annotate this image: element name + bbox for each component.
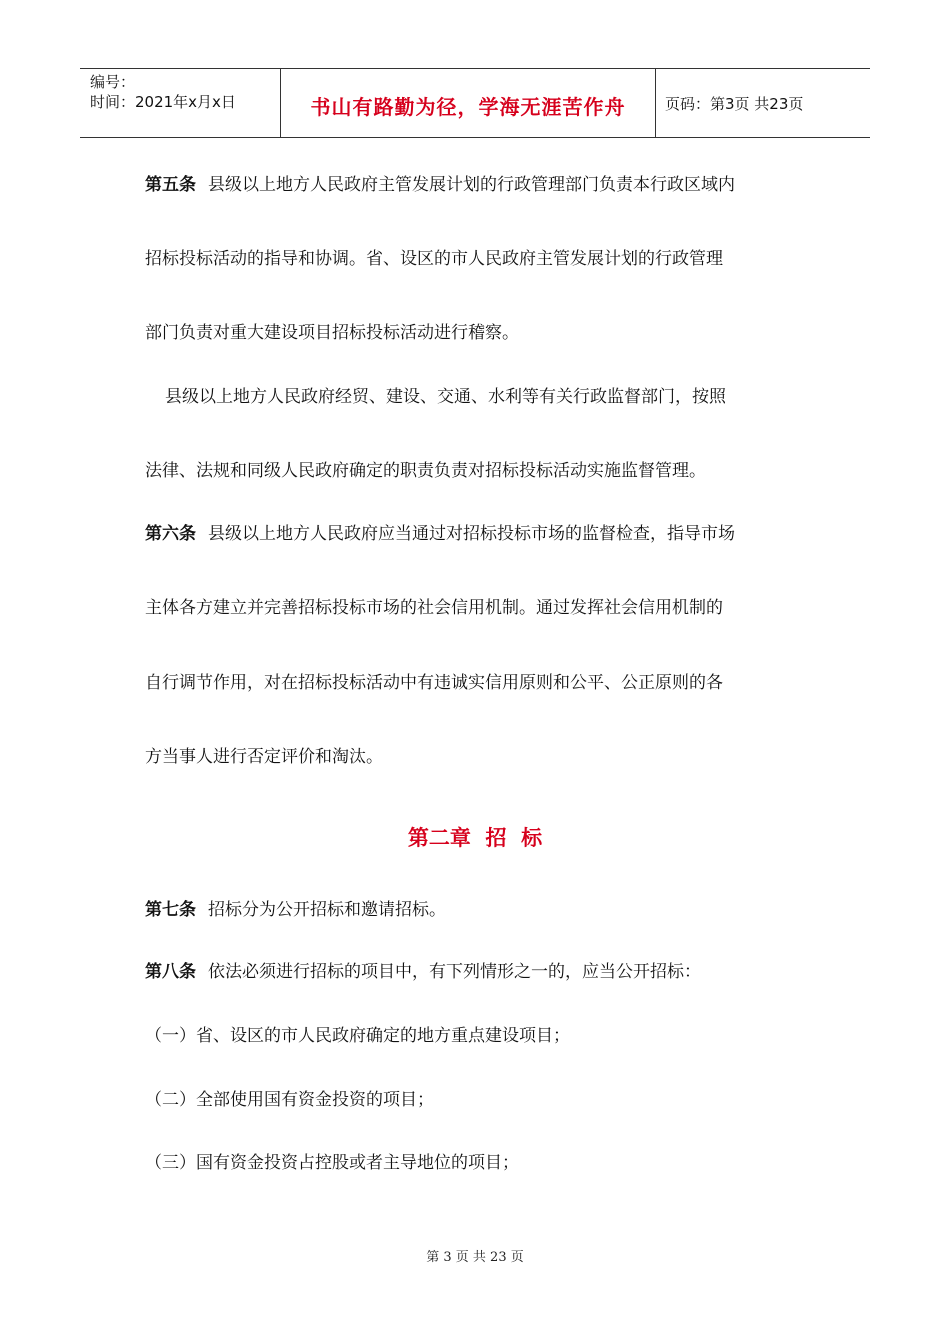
document-number-label: 编号： — [90, 73, 136, 91]
paragraph-text: 主体各方建立并完善招标投标市场的社会信用机制。通过发挥社会信用机制的 — [145, 598, 723, 618]
chapter-title: 第二章 招 标 — [407, 826, 543, 850]
paragraph-text: 招标投标活动的指导和协调。省、设区的市人民政府主管发展计划的行政管理 — [145, 249, 723, 269]
article-6-line-4 — [145, 747, 383, 767]
list-item — [145, 1090, 434, 1110]
paragraph-text: 部门负责对重大建设项目招标投标活动进行稽察。 — [145, 323, 519, 343]
page-footer: 第 3 页 共 23 页 — [426, 1250, 524, 1265]
paragraph-text: 县级以上地方人民政府主管发展计划的行政管理部门负责本行政区域内 — [208, 175, 735, 195]
article-6-line-2 — [145, 598, 723, 618]
paragraph-text: 县级以上地方人民政府经贸、建设、交通、水利等有关行政监督部门，按照 — [165, 387, 726, 407]
document-date: 时间：2021年x月x日 — [90, 93, 236, 111]
header-info-cell — [80, 69, 280, 137]
article-5-para-2-line-1 — [165, 387, 726, 407]
header-motto-cell — [280, 69, 656, 137]
article-label: 第六条 — [145, 524, 196, 544]
paragraph-text: 招标分为公开招标和邀请招标。 — [208, 900, 446, 920]
article-label: 第五条 — [145, 175, 196, 195]
article-6-line-3 — [145, 673, 723, 693]
article-5-line-3 — [145, 323, 519, 343]
paragraph-text: 县级以上地方人民政府应当通过对招标投标市场的监督检查，指导市场 — [208, 524, 735, 544]
paragraph-text: 方当事人进行否定评价和淘汰。 — [145, 747, 383, 767]
list-item-text: （一）省、设区的市人民政府确定的地方重点建设项目； — [145, 1026, 570, 1046]
paragraph-text: 法律、法规和同级人民政府确定的职责负责对招标投标活动实施监督管理。 — [145, 461, 706, 481]
article-5-para-2-line-2 — [145, 461, 706, 481]
paragraph-text: 依法必须进行招标的项目中，有下列情形之一的，应当公开招标： — [208, 962, 701, 982]
list-item — [145, 1153, 519, 1173]
list-item-text: （二）全部使用国有资金投资的项目； — [145, 1090, 434, 1110]
article-5-line-1 — [145, 175, 735, 195]
header-page-cell — [655, 69, 870, 137]
list-item — [145, 1026, 570, 1046]
header-page-code: 页码：第3页 共23页 — [665, 95, 804, 113]
list-item-text: （三）国有资金投资占控股或者主导地位的项目； — [145, 1153, 519, 1173]
article-label: 第八条 — [145, 962, 196, 982]
page-header — [80, 68, 870, 138]
paragraph-text: 自行调节作用，对在招标投标活动中有违诚实信用原则和公平、公正原则的各 — [145, 673, 723, 693]
article-7-line — [145, 900, 446, 920]
article-5-line-2 — [145, 249, 723, 269]
article-6-line-1 — [145, 524, 735, 544]
article-8-line — [145, 962, 701, 982]
header-motto: 书山有路勤为径，学海无涯苦作舟 — [310, 95, 626, 119]
article-label: 第七条 — [145, 900, 196, 920]
